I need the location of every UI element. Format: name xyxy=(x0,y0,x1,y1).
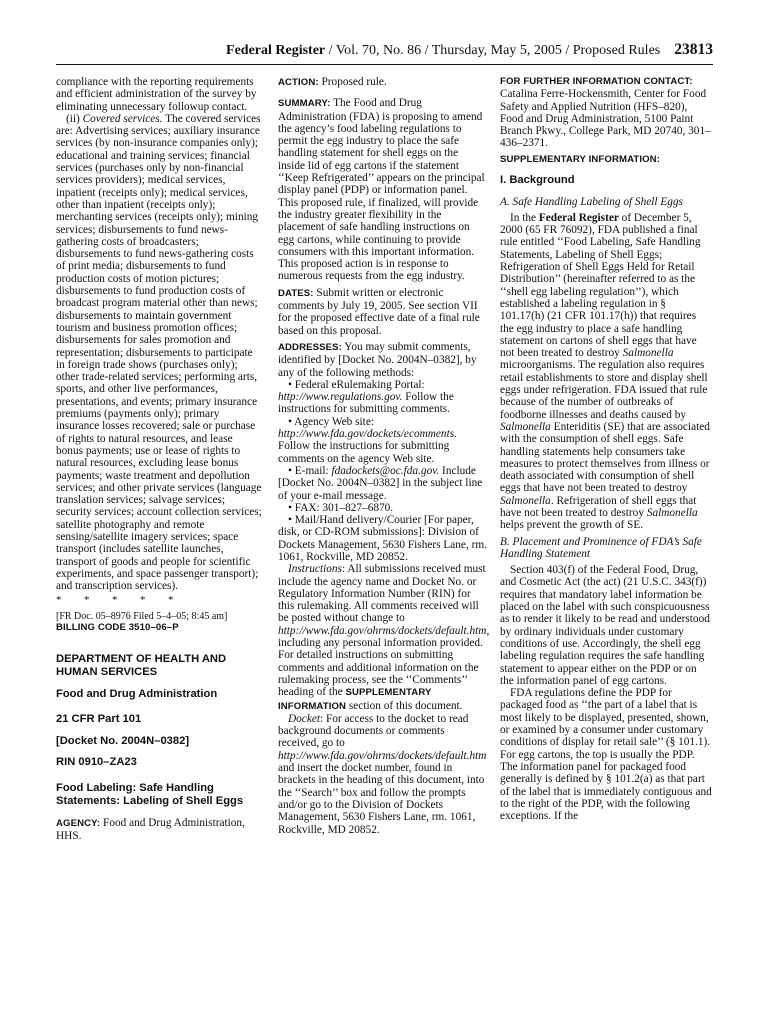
paragraph: FDA regulations define the PDP for packaged food as ‘‘the part of a label that is most likely to be displayed, presented, shown, or examined by a consumer under customary conditions of display for retail sale’’ (§ 101.1). For egg cartons, the top is usually the PDP. The information panel for packaged food generally is defined by § 101.2(a) as that part of the label that is immediately contiguous and to the right of the PDP, with the following exceptions. If the xyxy=(500,687,712,823)
summary-paragraph xyxy=(278,97,487,282)
billing-code: BILLING CODE 3510–06–P xyxy=(56,622,179,634)
italic-term: Salmonella xyxy=(500,420,551,433)
method-eRulemaking xyxy=(278,379,487,416)
method-fax: • FAX: 301–827–6870. xyxy=(288,501,394,514)
section-heading: I. Background xyxy=(500,174,575,187)
link-regulations-gov[interactable]: http://www.regulations.gov. xyxy=(278,391,403,404)
method-agency-website xyxy=(278,416,487,465)
asterisk: * xyxy=(140,594,146,607)
running-header xyxy=(56,41,713,59)
text: and insert the docket number, found in brackets in the heading of this document, into the ‘‘Search’’ box and follow the prompts and/or go to the Division of Dockets Management, 5630 Fishers Lane, rm. 1061, Rockville, MD 20852. xyxy=(278,762,485,836)
text: section of this document. xyxy=(346,699,463,712)
docket-number: [Docket No. 2004N–0382] xyxy=(56,734,190,747)
text: The Food and Drug Administration (FDA) is proposing to amend the agency’s food labeling regulations to permit the egg industry to place the safe handling statement for shell eggs on the inside lid of egg cartons if the statement ‘‘Keep Refrigerated’’ appears on the principal display panel (PDP) or information panel. This proposed rule, if finalized, will provide the industry greater flexibility in the placement of safe handling instructions on egg cartons, while continuing to provide consumers with this important information. This proposed action is in response to numerous requests from the egg industry. xyxy=(278,97,485,283)
text: Food and Drug Administration, HHS. xyxy=(56,816,245,842)
method-email xyxy=(278,465,487,502)
page-number: 23813 xyxy=(674,41,713,58)
agency-label: AGENCY: xyxy=(56,817,101,829)
text: You may submit comments, identified by [Docket No. 2004N–0382], by any of the following methods: xyxy=(278,340,477,379)
agency-paragraph xyxy=(56,817,262,843)
italic-term: Docket xyxy=(288,712,320,725)
asterisk: * xyxy=(84,594,90,607)
text: of December 5, 2000 (65 FR 76092), FDA published a final rule entitled ‘‘Food Labeling, Safe Handling Statements, Labeling of Shell Eggs; Refrigeration of Shell Eggs Held for Retail Distribution’’ (hereinafter referred to as the ‘‘shell egg labeling regulation’’), which established a labeling regulation in § 101.17(h) (21 CFR 101.17(h)) that requires the egg industry to place a safe handling statement on cartons of shell eggs that have not been treated to destroy xyxy=(500,211,701,360)
addresses-label: ADDRESSES: xyxy=(278,341,342,353)
text: helps prevent the growth of SE. xyxy=(500,519,644,532)
department-heading: DEPARTMENT OF HEALTH AND HUMAN SERVICES xyxy=(56,652,227,679)
italic-term: Salmonella xyxy=(622,347,674,360)
bold-term: Federal Register xyxy=(538,211,619,224)
link-fda-ecomments[interactable]: http://www.fda.gov/dockets/ecomments. xyxy=(278,428,457,441)
text: Proposed rule. xyxy=(318,76,387,88)
paragraph: Section 403(f) of the Federal Food, Drug, and Cosmetic Act (the act) (21 U.S.C. 343(f)) requires that mandatory label information be placed on the label with such conspicuousness as to render it likely to be read and understood by ordinary individuals under customary conditions of use. Accordingly, the shell egg labeling regulation requires the safe handling statement to appear either on the PDP or on the information panel of egg cartons. xyxy=(500,564,710,687)
docket-paragraph xyxy=(278,713,487,836)
asterisk: * xyxy=(168,594,174,607)
text: (ii) xyxy=(66,112,83,125)
header-rule xyxy=(56,64,713,65)
rin-number: RIN 0910–ZA23 xyxy=(56,756,137,769)
text: Include [Docket No. 2004N–0382] in the subject line of your e-mail message. xyxy=(278,464,483,502)
italic-term: Salmonella xyxy=(646,507,698,519)
cfr-part: 21 CFR Part 101 xyxy=(56,713,142,726)
text: • Federal eRulemaking Portal: xyxy=(288,378,425,391)
link-fda-dockets[interactable]: http://www.fda.gov/ohrms/dockets/default.htm xyxy=(278,624,487,637)
text: Follow the instructions for submitting comments on the agency Web site. xyxy=(278,440,450,465)
dates-label: DATES: xyxy=(278,287,314,299)
method-mail: • Mail/Hand delivery/Courier [For paper, disk, or CD-ROM submissions]: Division of Dockets Management, 5630 Fishers Lane, rm. 1061, Rockville, MD 20852. xyxy=(278,514,487,563)
text: Enteriditis (SE) that are associated with the consumption of shell eggs. Safe handling statements help consumers take measures to protect themselves from illness or death associated with consumption of shell eggs that have not been treated to destroy xyxy=(500,420,710,495)
summary-label: SUMMARY: xyxy=(278,98,331,110)
link-fda-dockets[interactable]: http://www.fda.gov/ohrms/dockets/default.htm xyxy=(278,749,487,762)
column-1 xyxy=(56,76,262,1016)
publication-name: Federal Register xyxy=(226,43,326,58)
text: In the xyxy=(510,211,539,224)
subsection-heading: B. Placement and Prominence of FDA’s Safe Handling Statement xyxy=(500,535,702,560)
text: Follow the instructions for submitting comments. xyxy=(278,391,454,416)
italic-term: Instructions xyxy=(288,563,342,576)
text: • E-mail: xyxy=(288,464,332,477)
addresses-paragraph xyxy=(278,341,487,379)
paragraph-background xyxy=(500,212,712,532)
italic-term: Salmonella xyxy=(500,494,551,507)
subsection-heading: A. Safe Handling Labeling of Shell Eggs xyxy=(500,195,683,208)
contact-label: FOR FURTHER INFORMATION CONTACT: xyxy=(500,76,693,87)
dates-paragraph xyxy=(278,287,487,337)
column-2 xyxy=(278,76,490,1016)
contact-paragraph: Catalina Ferre-Hockensmith, Center for Food Safety and Applied Nutrition (HFS–820), Food and Drug Administration, 5100 Paint Branch Pkwy., College Park, MD 20740, 301–436–2371. xyxy=(500,88,711,150)
asterisk-separator xyxy=(56,594,262,606)
text: , including any personal information provided. For detailed instructions on submitting comments and additional information on the rulemaking process, see the ‘‘Comments’’ heading of the xyxy=(278,624,490,699)
action-paragraph xyxy=(278,76,487,89)
action-label: ACTION: xyxy=(278,77,319,88)
column-3 xyxy=(500,76,712,1016)
italic-term: Covered services. xyxy=(82,112,163,125)
paragraph: compliance with the reporting requirements and efficient administration of the survey by eliminating unnecessary followup contact. xyxy=(56,76,257,113)
link-email[interactable]: fdadockets@oc.fda.gov. xyxy=(331,464,440,477)
paragraph-covered-services xyxy=(56,113,262,593)
agency-heading: Food and Drug Administration xyxy=(56,687,218,700)
text: : For access to the docket to read background documents or comments received, go to xyxy=(278,712,469,750)
supplementary-label: SUPPLEMENTARY INFORMATION xyxy=(278,687,432,712)
asterisk: * xyxy=(112,594,118,607)
text: Submit written or electronic comments by July 19, 2005. See section VII for the proposed effective date of a final rule based on this proposal. xyxy=(278,286,480,337)
rule-title: Food Labeling: Safe Handling Statements: Labeling of Shell Eggs xyxy=(56,781,244,808)
instructions-paragraph xyxy=(278,563,490,713)
issue-info: / Vol. 70, No. 86 / Thursday, May 5, 2005 / Proposed Rules xyxy=(325,43,661,58)
text: • Agency Web site: xyxy=(288,415,374,428)
text: microorganisms. The regulation also requires retail establishments to store and display shell eggs under refrigeration. FDA issued that rule because of the number of outbreaks of foodborne illnesses and deaths caused by xyxy=(500,359,708,421)
text: : All submissions received must include the agency name and Docket No. or Regulatory Information Number (RIN) for this rulemaking. All comments received will be posted without change to xyxy=(278,563,486,625)
text: The covered services are: Advertising services; auxiliary insurance services (by non-insurance companies only); educational and training services; financial services (purchases only by non-financial services providers); medical services, inpatient (receipts only); medical services, other than inpatient (receipts only); merchanting services (receipts only); mining services; disbursements to fund news-gathering costs of broadcasters; disbursements to fund news-gathering costs of print media; disbursements to fund production costs of motion pictures; disbursements to fund production costs of broadcast program material other than news; disbursements to maintain government tourism and business promotion offices; disbursements for sales promotion and representation; disbursements to participate in foreign trade shows (purchases only); other trade-related services; performing arts, sports, and other live performances, presentations, and events; primary insurance premiums (payments only); primary insurance losses recovered; sale or purchase of rights to natural resources, and lease bonus payments; use or lease of rights to natural resources, excluding lease bonus payments; waste treatment and depollution services; and other private services (language translation services; salvage services; security services; account collection services; satellite photography and remote sensing/satellite imagery services; space transport (includes satellite launches, transport of goods and people for scientific experiments, and space passenger transport); and transcription services). xyxy=(56,112,262,593)
supplementary-info-label: SUPPLEMENTARY INFORMATION: xyxy=(500,153,661,165)
text: . Refrigeration of shell eggs that have not been treated to destroy xyxy=(500,494,697,519)
fr-doc-line: [FR Doc. 05–8976 Filed 5–4–05; 8:45 am] xyxy=(56,610,228,622)
asterisk: * xyxy=(56,594,62,607)
